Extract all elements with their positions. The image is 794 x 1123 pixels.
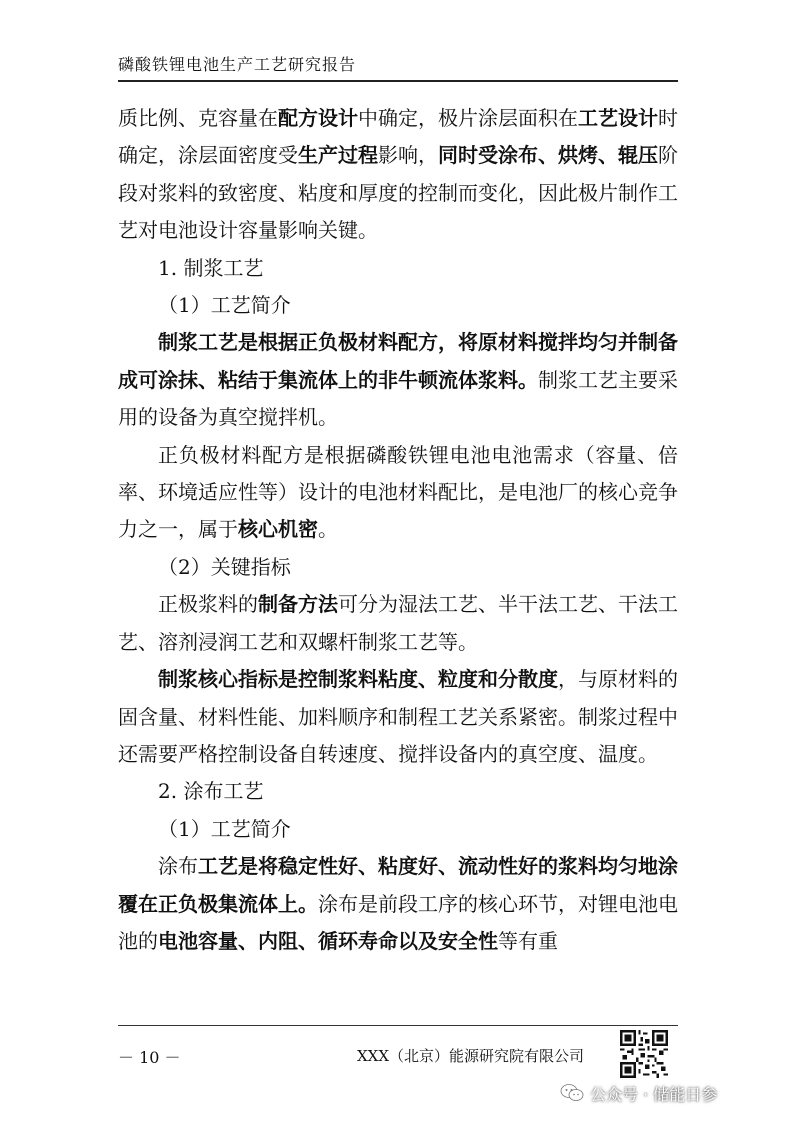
document-header-title: 磷酸铁锂电池生产工艺研究报告 xyxy=(118,55,357,74)
subheading-process-intro-2: （1）工艺简介 xyxy=(158,816,291,841)
text-segment: 等有重 xyxy=(498,928,558,953)
bold-text-segment: 制浆核心指标是控制浆料粘度、粒度和分散度 xyxy=(158,667,558,692)
text-segment: ，与原材料的固含量、材料性能、加料顺序和制程工艺关系紧密。制浆过程中还需要严格控制设备自转速度、搅拌设备内的真空度、温度。 xyxy=(118,667,678,766)
page-number: － 10 － xyxy=(118,1048,181,1067)
paragraph-4 xyxy=(118,586,678,661)
section-heading-2: 2. 涂布工艺 xyxy=(158,779,264,804)
text-segment: 涂布 xyxy=(158,854,198,879)
text-segment: 影响， xyxy=(378,143,438,168)
watermark xyxy=(560,1078,717,1108)
paragraph-3 xyxy=(118,437,678,549)
footer-company-name: XXX（北京）能源研究院有限公司 xyxy=(357,1047,585,1065)
text-segment: 涂布是前段工序的核心环节，对锂电池电池的 xyxy=(118,891,678,953)
footer-divider xyxy=(118,1025,678,1026)
paragraph-5 xyxy=(118,661,678,773)
text-segment: 。 xyxy=(318,517,338,542)
bold-text-segment: 配方设计 xyxy=(278,106,358,130)
paragraph-6 xyxy=(118,848,678,960)
text-segment: 中确定，极片涂层面积在 xyxy=(358,106,578,130)
document-body xyxy=(118,100,678,960)
bold-text-segment: 电池容量、内阻、循环寿命以及安全性 xyxy=(158,928,498,953)
watermark-text: 公众号 · 储能日参 xyxy=(590,1084,718,1104)
text-segment: 质比例、克容量在 xyxy=(118,106,278,130)
text-segment: 正负极材料配方是根据磷酸铁锂电池电池需求（容量、倍率、环境适应性等）设计的电池材料配比，是电池厂的核心竞争力之一，属于 xyxy=(118,442,678,542)
paragraph-2 xyxy=(118,324,678,436)
text-segment: 正极浆料的 xyxy=(158,592,258,617)
subheading-key-indicators: （2）关键指标 xyxy=(158,554,291,579)
bold-text-segment: 制浆工艺是根据正负极材料配方，将原材料搅拌均匀并制备成可涂抹、粘结于集流体上的非牛顿流体浆料。 xyxy=(118,330,678,392)
text-segment: 时确定，涂层面密度受 xyxy=(118,106,678,168)
section-heading-1: 1. 制浆工艺 xyxy=(158,255,264,280)
paragraph-1 xyxy=(118,100,678,250)
bold-text-segment: 制备方法 xyxy=(258,592,338,617)
bold-text-segment: 生产过程 xyxy=(298,143,378,168)
qr-code-icon xyxy=(620,1030,668,1078)
text-segment: 阶段对浆料的致密度、粘度和厚度的控制而变化，因此极片制作工艺对电池设计容量影响关键。 xyxy=(118,143,678,243)
subheading-process-intro-1: （1）工艺简介 xyxy=(158,293,291,318)
bold-text-segment: 核心机密 xyxy=(238,517,318,542)
bold-text-segment: 工艺设计 xyxy=(578,106,658,130)
header-divider xyxy=(118,80,678,82)
wechat-icon xyxy=(560,1083,584,1103)
text-segment: 可分为湿法工艺、半干法工艺、干法工艺、溶剂浸润工艺和双螺杆制浆工艺等。 xyxy=(118,592,678,654)
text-segment: 制浆工艺主要采用的设备为真空搅拌机。 xyxy=(118,367,678,430)
bold-text-segment: 工艺是将稳定性好、粘度好、流动性好的浆料均匀地涂覆在正负极集流体上。 xyxy=(118,854,678,916)
bold-text-segment: 同时受涂布、烘烤、辊压 xyxy=(438,143,658,168)
